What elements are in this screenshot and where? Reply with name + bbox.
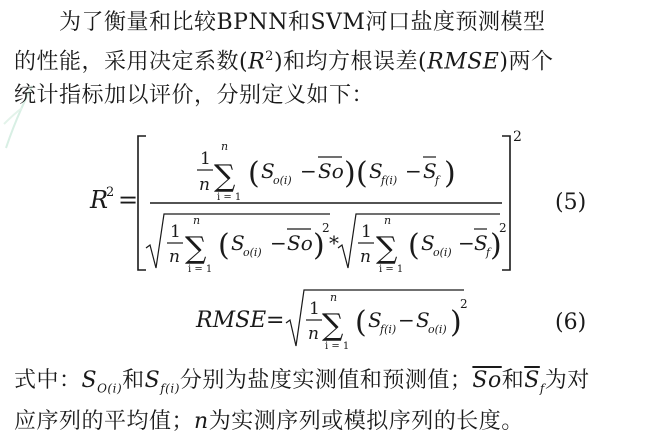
svg-text:(: ( xyxy=(408,228,420,263)
eq5-num-sub-o: o(i) xyxy=(273,174,292,187)
eq5-den1-S: S xyxy=(231,231,245,255)
eq6-sum-bottom: i = 1 xyxy=(325,341,350,352)
eq6-equals: = xyxy=(266,308,285,333)
eq5-multiply: * xyxy=(329,231,339,255)
defs-S-forecast: S xyxy=(144,368,161,393)
intro-text: 的性能，采用决定系数( xyxy=(14,49,249,75)
intro-line-1: 为了衡量和比较BPNN和SVM河口盐度预测模型 xyxy=(59,10,546,35)
eq5-num-Sf-sub: f xyxy=(435,174,440,187)
eq5-den1-square: 2 xyxy=(322,221,330,235)
eq5-den1-So-bar: So xyxy=(287,231,313,255)
svg-text:(: ( xyxy=(355,305,367,340)
equation-5 xyxy=(89,129,586,275)
defs-n: n xyxy=(194,409,209,435)
eq5-den2-square: 2 xyxy=(499,221,507,235)
eq5-num-Sf-bar: S xyxy=(423,159,437,183)
eq5-num-S2: S xyxy=(369,159,383,183)
eq5-den1-sum-bottom: i = 1 xyxy=(188,264,213,275)
defs-Sf-sub: f xyxy=(539,381,545,396)
defs-S-forecast-sub: f(i) xyxy=(160,381,180,396)
eq6-sub-f: f(i) xyxy=(380,323,397,336)
eq5-den2-one: 1 xyxy=(361,222,372,242)
svg-text:(: ( xyxy=(356,156,368,191)
defs-text: 式中： xyxy=(14,368,82,393)
eq6-one: 1 xyxy=(309,299,320,319)
eq5-num-sum-bottom: i = 1 xyxy=(217,192,242,203)
eq6-S2: S xyxy=(416,308,430,332)
eq5-den1-minus: − xyxy=(270,231,287,255)
eq5-num-one: 1 xyxy=(200,149,211,169)
defs-S-observed-sub: O(i) xyxy=(97,381,123,396)
svg-text:): ) xyxy=(344,156,356,191)
eq6-number: (6) xyxy=(555,310,587,335)
eq5-den2-Sf-bar: S xyxy=(474,231,488,255)
eq5-den2-sigma: ∑ xyxy=(376,231,398,266)
defs-text: 分别为盐度实测值和预测值； xyxy=(179,368,473,393)
svg-text:): ) xyxy=(444,156,456,191)
eq5-den2-minus: − xyxy=(458,231,475,255)
intro-line-3: 统计指标加以评价，分别定义如下： xyxy=(14,83,375,109)
eq6-sigma: ∑ xyxy=(322,308,344,343)
eq5-num-sum-top: n xyxy=(221,140,229,153)
eq5-num-S: S xyxy=(261,159,275,183)
eq6-n: n xyxy=(308,324,319,344)
definitions-line-1 xyxy=(14,364,634,405)
defs-S-observed: S xyxy=(81,368,98,393)
r2-symbol: R xyxy=(248,49,266,75)
eq5-left-bracket xyxy=(138,136,146,270)
defs-Sf-bar: $\overline{S}$ xyxy=(524,368,540,393)
eq5-den2-Sf-sub: f xyxy=(486,246,491,259)
svg-text:): ) xyxy=(450,305,462,340)
defs-text: 和 xyxy=(122,368,145,393)
defs-So-bar: $\overline{So}$ xyxy=(472,368,502,393)
eq6-sum-top: n xyxy=(330,291,338,304)
equation-6 xyxy=(195,290,586,352)
eq6-minus: − xyxy=(398,308,415,332)
eq5-den1-sub-o: o(i) xyxy=(243,246,262,259)
eq5-num-sigma: ∑ xyxy=(214,159,236,194)
eq5-lhs-sup: 2 xyxy=(106,185,115,200)
eq5-outer-exponent: 2 xyxy=(513,129,522,145)
eq6-S1: S xyxy=(368,308,382,332)
eq5-num-So-bar: So xyxy=(318,159,344,183)
eq5-den1-one: 1 xyxy=(170,222,181,242)
svg-text:): ) xyxy=(313,228,325,263)
defs-text: 为实测序列或模拟序列的长度。 xyxy=(208,409,524,435)
defs-text: 应序列的平均值； xyxy=(14,409,195,435)
eq5-num-minus: − xyxy=(300,159,317,183)
eq6-sub-o: o(i) xyxy=(428,323,447,336)
rmse-symbol: RMSE xyxy=(427,49,500,75)
eq5-right-bracket xyxy=(502,136,510,270)
eq5-equals: = xyxy=(118,186,139,214)
eq5-den2-n: n xyxy=(360,247,371,267)
intro-text: )两个 xyxy=(499,49,554,75)
intro-text: )和均方根误差( xyxy=(273,49,428,75)
eq5-num-sub-f: f(i) xyxy=(381,174,398,187)
eq5-num-n: n xyxy=(199,175,210,195)
svg-text:(: ( xyxy=(248,156,260,191)
svg-text:): ) xyxy=(490,228,502,263)
eq5-den2-sum-top: n xyxy=(384,214,392,227)
eq5-den2-sum-bottom: i = 1 xyxy=(379,264,404,275)
eq5-den2-S: S xyxy=(421,231,435,255)
eq5-lhs: R xyxy=(90,186,109,214)
definitions-paragraph xyxy=(14,364,634,439)
eq5-den1-sigma: ∑ xyxy=(185,231,207,266)
defs-text: 为对 xyxy=(544,368,590,393)
eq5-num-minus2: − xyxy=(405,159,422,183)
eq6-lhs: RMSE xyxy=(196,308,267,333)
eq5-den2-sub-o: o(i) xyxy=(433,246,452,259)
svg-text:(: ( xyxy=(218,228,230,263)
eq5-number: (5) xyxy=(555,190,587,215)
eq6-square: 2 xyxy=(460,297,468,311)
eq5-den1-sum-top: n xyxy=(193,214,201,227)
definitions-line-2 xyxy=(14,405,634,439)
r2-superscript: 2 xyxy=(265,49,274,64)
defs-text: 和 xyxy=(501,368,525,393)
eq5-den1-n: n xyxy=(169,247,180,267)
